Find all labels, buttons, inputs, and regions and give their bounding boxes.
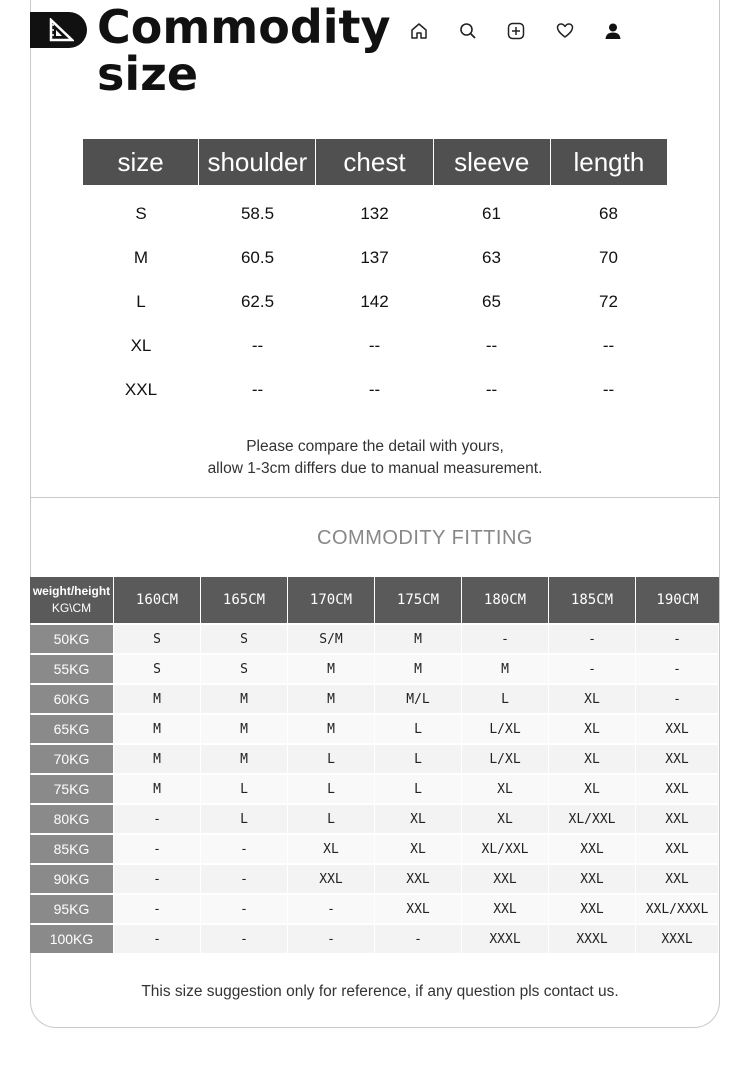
- home-icon[interactable]: [395, 19, 444, 43]
- size-suggestion-cell: L: [288, 745, 374, 773]
- size-suggestion-cell: XL/XXL: [549, 805, 635, 833]
- weight-cell: 75KG: [30, 775, 113, 803]
- length-cell: --: [602, 380, 615, 399]
- chest-cell: 137: [360, 248, 389, 267]
- size-suggestion-cell: -: [636, 625, 718, 653]
- shoulder-cell: 60.5: [240, 248, 275, 267]
- size-suggestion-cell: L: [288, 775, 374, 803]
- size-suggestion-cell: -: [636, 685, 718, 713]
- size-suggestion-cell: XXL: [549, 865, 635, 893]
- table-row: [30, 925, 719, 953]
- table-row: [83, 324, 667, 368]
- weight-cell: 55KG: [30, 655, 113, 683]
- size-suggestion-cell: XXL: [636, 865, 718, 893]
- weight-cell: 95KG: [30, 895, 113, 923]
- size-suggestion-cell: L: [288, 805, 374, 833]
- fitting-table: [30, 577, 719, 953]
- size-suggestion-cell: XXL: [375, 865, 461, 893]
- height-header: 180CM: [462, 577, 549, 623]
- size-suggestion-cell: XL: [549, 745, 635, 773]
- sleeve-cell: --: [485, 380, 498, 399]
- table-row: [83, 280, 667, 324]
- size-suggestion-cell: XL: [549, 685, 635, 713]
- shoulder-cell: --: [251, 336, 264, 355]
- shoulder-cell: --: [251, 380, 264, 399]
- reference-note: This size suggestion only for reference, if any question pls contact us.: [141, 983, 619, 1000]
- size-cell: L: [136, 292, 146, 311]
- size-suggestion-cell: XL: [375, 835, 461, 863]
- size-suggestion-cell: L: [462, 685, 548, 713]
- size-suggestion-cell: S: [114, 655, 200, 683]
- size-suggestion-cell: L/XL: [462, 715, 548, 743]
- size-suggestion-cell: S: [114, 625, 200, 653]
- size-suggestion-cell: L: [375, 775, 461, 803]
- add-icon[interactable]: [492, 19, 541, 43]
- size-suggestion-cell: M: [288, 685, 374, 713]
- weight-cell: 85KG: [30, 835, 113, 863]
- fitting-table-header: [30, 577, 719, 623]
- size-suggestion-cell: -: [201, 865, 287, 893]
- nav-bar: [395, 19, 638, 43]
- table-row: [30, 775, 719, 803]
- length-cell: --: [602, 336, 615, 355]
- size-suggestion-cell: M/L: [375, 685, 461, 713]
- length-cell: 70: [599, 248, 618, 267]
- size-suggestion-cell: M: [288, 715, 374, 743]
- user-icon[interactable]: [589, 19, 638, 43]
- size-suggestion-cell: XXL: [549, 895, 635, 923]
- weight-cell: 100KG: [30, 925, 113, 953]
- size-suggestion-cell: M: [201, 745, 287, 773]
- table-row: [83, 368, 667, 412]
- size-suggestion-cell: M: [288, 655, 374, 683]
- size-suggestion-cell: -: [636, 655, 718, 683]
- size-cell: S: [135, 204, 147, 223]
- chest-cell: --: [368, 336, 381, 355]
- size-suggestion-cell: XL: [462, 775, 548, 803]
- height-header: 190CM: [656, 592, 699, 608]
- sleeve-cell: --: [485, 336, 498, 355]
- size-suggestion-cell: L: [201, 775, 287, 803]
- weight-cell: 50KG: [30, 625, 113, 653]
- section-divider: [30, 497, 719, 498]
- measurement-note: [0, 436, 750, 480]
- weight-cell: 65KG: [30, 715, 113, 743]
- size-suggestion-cell: XXL: [462, 865, 548, 893]
- weight-cell: 60KG: [30, 685, 113, 713]
- size-suggestion-cell: L: [375, 745, 461, 773]
- chest-cell: --: [368, 380, 381, 399]
- header-size: size: [83, 139, 199, 185]
- fitting-title: COMMODITY FITTING: [317, 527, 533, 549]
- size-suggestion-cell: -: [375, 925, 461, 953]
- page-title-line1: Commodity: [97, 0, 391, 54]
- height-header: 175CM: [375, 577, 462, 623]
- size-suggestion-cell: M: [375, 625, 461, 653]
- size-suggestion-cell: L/XL: [462, 745, 548, 773]
- corner-header-top: weight/height: [32, 584, 111, 598]
- size-suggestion-cell: XXXL: [549, 925, 635, 953]
- size-cell: M: [133, 248, 149, 267]
- table-row: [30, 895, 719, 923]
- corner-header-bottom: KG\CM: [51, 601, 92, 615]
- size-suggestion-cell: XL: [288, 835, 374, 863]
- size-suggestion-cell: M: [114, 775, 200, 803]
- corner-header: [30, 577, 114, 623]
- size-suggestion-cell: -: [288, 925, 374, 953]
- size-suggestion-cell: -: [201, 835, 287, 863]
- brand-logo: [30, 12, 87, 48]
- size-suggestion-cell: XL: [549, 775, 635, 803]
- fitting-table-body: [30, 625, 719, 953]
- weight-cell: 80KG: [30, 805, 113, 833]
- table-row: [30, 715, 719, 743]
- size-suggestion-cell: -: [549, 655, 635, 683]
- size-suggestion-cell: M: [114, 715, 200, 743]
- size-suggestion-cell: -: [462, 625, 548, 653]
- table-row: [83, 236, 667, 280]
- size-suggestion-cell: XXL: [375, 895, 461, 923]
- size-suggestion-cell: XL: [375, 805, 461, 833]
- weight-cell: 70KG: [30, 745, 113, 773]
- size-suggestion-cell: -: [114, 895, 200, 923]
- shoulder-cell: 62.5: [240, 292, 275, 311]
- size-suggestion-cell: XL: [549, 715, 635, 743]
- size-suggestion-cell: M: [375, 655, 461, 683]
- ruler-triangle-icon: [48, 18, 74, 42]
- header-shoulder: shoulder: [199, 139, 316, 185]
- length-cell: 68: [599, 204, 618, 223]
- height-header: 160CM: [114, 577, 201, 623]
- table-row: [30, 745, 719, 773]
- size-suggestion-cell: -: [114, 925, 200, 953]
- size-cell: XXL: [124, 380, 158, 399]
- search-icon[interactable]: [444, 19, 493, 43]
- size-suggestion-cell: -: [114, 865, 200, 893]
- size-suggestion-cell: -: [114, 835, 200, 863]
- size-cell: XL: [130, 336, 152, 355]
- height-header: 185CM: [549, 577, 636, 623]
- size-suggestion-cell: XXL/XXXL: [636, 895, 718, 923]
- table-row: [30, 835, 719, 863]
- size-suggestion-cell: -: [114, 805, 200, 833]
- size-suggestion-cell: XXL: [462, 895, 548, 923]
- size-suggestion-cell: -: [201, 895, 287, 923]
- size-suggestion-cell: M: [201, 685, 287, 713]
- weight-cell: 90KG: [30, 865, 113, 893]
- size-suggestion-cell: S/M: [288, 625, 374, 653]
- size-suggestion-cell: M: [201, 715, 287, 743]
- size-suggestion-cell: L: [201, 805, 287, 833]
- size-suggestion-cell: M: [462, 655, 548, 683]
- sleeve-cell: 65: [482, 292, 501, 311]
- size-suggestion-cell: M: [114, 745, 200, 773]
- size-suggestion-cell: XXL: [636, 715, 718, 743]
- height-header: 165CM: [201, 577, 288, 623]
- header-sleeve: sleeve: [434, 139, 551, 185]
- size-suggestion-cell: M: [114, 685, 200, 713]
- heart-icon[interactable]: [541, 19, 590, 43]
- size-suggestion-cell: -: [549, 625, 635, 653]
- size-suggestion-cell: XXL: [549, 835, 635, 863]
- header-chest: chest: [316, 139, 433, 185]
- table-row: [30, 865, 719, 893]
- sleeve-cell: 63: [482, 248, 501, 267]
- sleeve-cell: 61: [482, 204, 501, 223]
- table-row: [30, 655, 719, 683]
- chest-cell: 132: [360, 204, 389, 223]
- size-table-header: [83, 139, 667, 185]
- measurement-note-line2: allow 1-3cm differs due to manual measurement.: [207, 460, 543, 477]
- table-row: [30, 805, 719, 833]
- table-row: [30, 625, 719, 653]
- page-title: [97, 0, 391, 101]
- size-suggestion-cell: -: [288, 895, 374, 923]
- size-suggestion-cell: XXL: [636, 775, 718, 803]
- size-suggestion-cell: S: [201, 655, 287, 683]
- table-row: [83, 192, 667, 236]
- length-cell: 72: [599, 292, 618, 311]
- size-suggestion-cell: S: [201, 625, 287, 653]
- size-suggestion-cell: XXXL: [462, 925, 548, 953]
- size-suggestion-cell: XXL: [636, 835, 718, 863]
- size-suggestion-cell: XXL: [636, 805, 718, 833]
- shoulder-cell: 58.5: [240, 204, 275, 223]
- page-title-line2: size: [97, 47, 199, 101]
- table-row: [30, 685, 719, 713]
- chest-cell: 142: [360, 292, 389, 311]
- height-header: 170CM: [288, 577, 375, 623]
- size-suggestion-cell: XXL: [636, 745, 718, 773]
- size-suggestion-cell: XXXL: [636, 925, 718, 953]
- size-suggestion-cell: -: [201, 925, 287, 953]
- size-suggestion-cell: L: [375, 715, 461, 743]
- size-suggestion-cell: XXL: [288, 865, 374, 893]
- header-length: length: [573, 146, 645, 177]
- size-suggestion-cell: XL/XXL: [462, 835, 548, 863]
- measurement-note-line1: Please compare the detail with yours,: [246, 438, 504, 455]
- size-suggestion-cell: XL: [462, 805, 548, 833]
